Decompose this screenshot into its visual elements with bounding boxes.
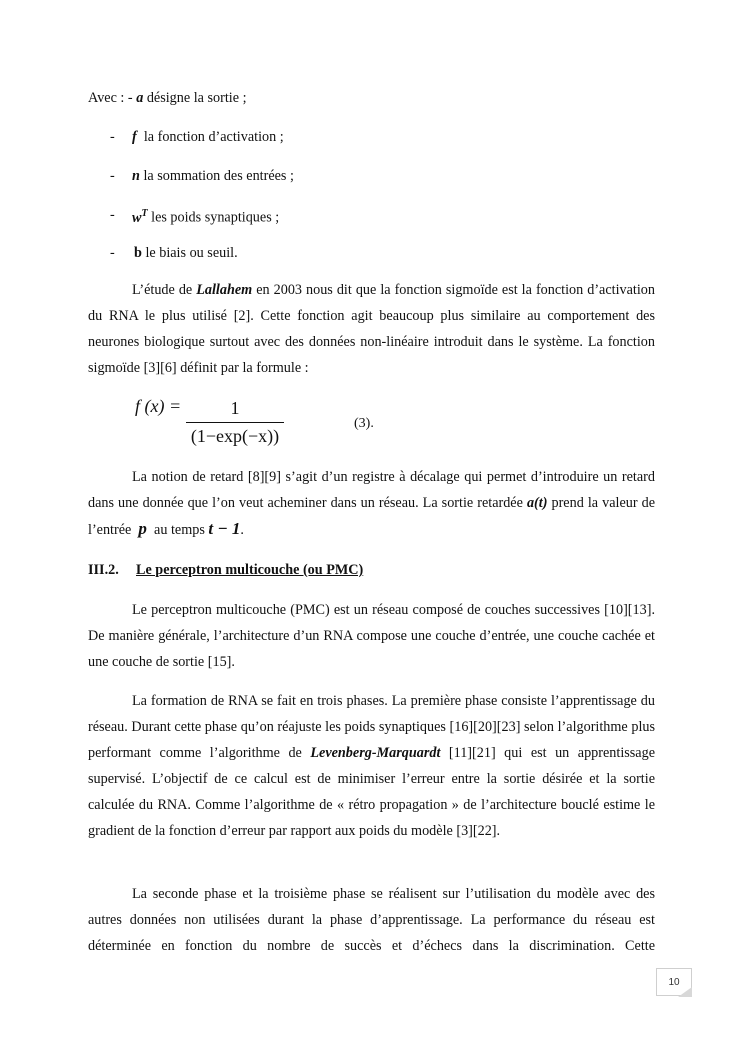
symbol-a: a (136, 90, 144, 106)
formula-numerator: 1 (230, 398, 240, 418)
p1-start: L’étude de (132, 282, 197, 298)
page-corner-fold (678, 987, 692, 997)
bullet-text: les poids synaptiques ; (147, 209, 280, 226)
section-heading (88, 562, 363, 579)
equation-number: (3). (354, 416, 374, 431)
symbol-w-superscript: T (141, 208, 148, 219)
p2-start: La notion de retard [8][9] s’agit d’un registre à décalage qui permet d’introduire un retard dans une donnée que l’on veut acheminer dans un réseau. La sortie retardée (88, 469, 655, 512)
formula-lhs: f (x) = (135, 396, 182, 416)
symbol-n: n (132, 168, 140, 184)
bullet-text: la fonction d’activation ; (143, 129, 284, 145)
p1-rest: en 2003 nous dit que la fonction sigmoïde est la fonction d’activation du RNA le plus utilisé [2]. Cette fonction agit beaucoup plus similaire au comportement des neurones biologique surtout avec des données non-linéaire introduit dans le système. La fonction sigmoïde [3][6] définit par la formule : (88, 282, 655, 377)
bullet-text: la sommation des entrées ; (143, 168, 294, 184)
paragraph-phases (88, 881, 655, 959)
section-title: Le perceptron multicouche (ou PMC) (136, 562, 364, 578)
symbol-t-minus-1: t − 1 (208, 519, 241, 539)
symbol-f: f (132, 129, 137, 145)
symbol-w: w (132, 209, 142, 226)
section-number: III.2. (88, 562, 119, 578)
symbol-b: b (134, 245, 142, 261)
intro-prefix: Avec : - (88, 90, 133, 106)
symbol-p: p (138, 519, 147, 539)
bullet-text: le biais ou seuil. (141, 245, 238, 261)
bullet-dash: - (110, 168, 115, 184)
formula-fraction (186, 398, 284, 447)
paragraph-delay (88, 464, 655, 543)
paragraph-pmc (88, 597, 655, 675)
paragraph-sigmoid (88, 277, 655, 381)
fraction-bar (186, 422, 284, 423)
symbol-at: a(t) (526, 495, 548, 512)
page-number: 10 (656, 968, 692, 996)
formula-denominator: (1−exp(−x)) (190, 426, 280, 446)
p2-end: . (240, 522, 244, 539)
algorithm-name: Levenberg-Marquardt (310, 745, 441, 762)
intro-a-text: désigne la sortie ; (143, 90, 247, 106)
paragraph-training (88, 688, 655, 845)
intro-line (88, 90, 247, 107)
bullet-dash: - (110, 129, 115, 145)
bullet-item-n (132, 168, 294, 185)
bullet-dash: - (110, 245, 115, 261)
bullet-item-w (132, 205, 279, 227)
bullet-item-f (132, 129, 284, 146)
p3-text: Le perceptron multicouche (PMC) est un réseau composé de couches successives [10][13]. De manière générale, l’architecture d’un RNA compose une couche d’entrée, une couche cachée et une couche de sortie [15]. (88, 602, 655, 671)
p2-mid2: au temps (150, 522, 209, 539)
bullet-item-b (134, 245, 238, 262)
p5-text: La seconde phase et la troisième phase se réalisent sur l’utilisation du modèle avec des autres données non utilisées durant la phase d’apprentissage. La performance du réseau est déterminée en fonction du nombre de succès et d’échecs dans la discrimination. Cette (88, 886, 655, 955)
p2-mid: prend la valeur de l’entrée (88, 495, 655, 539)
bullet-dash: - (110, 207, 115, 223)
p4-rest: [11][21] qui est un apprentissage supervisé. L’objectif de ce calcul est de minimiser l’erreur entre la sortie désirée et la sortie calculée du RNA. Comme l’algorithme de « rétro propagation » de l’architecture bouclé estime le gradient de la fonction d’erreur par rapport aux poids du modèle [3][22]. (88, 745, 655, 840)
p4-start: La formation de RNA se fait en trois phases. La première phase consiste l’apprentissage du réseau. Durant cette phase qu’on réajuste les poids synaptiques [16][20][23] selon l’algorithme plus performant comme l’algorithme de (88, 693, 655, 762)
author-name: Lallahem (196, 282, 253, 298)
